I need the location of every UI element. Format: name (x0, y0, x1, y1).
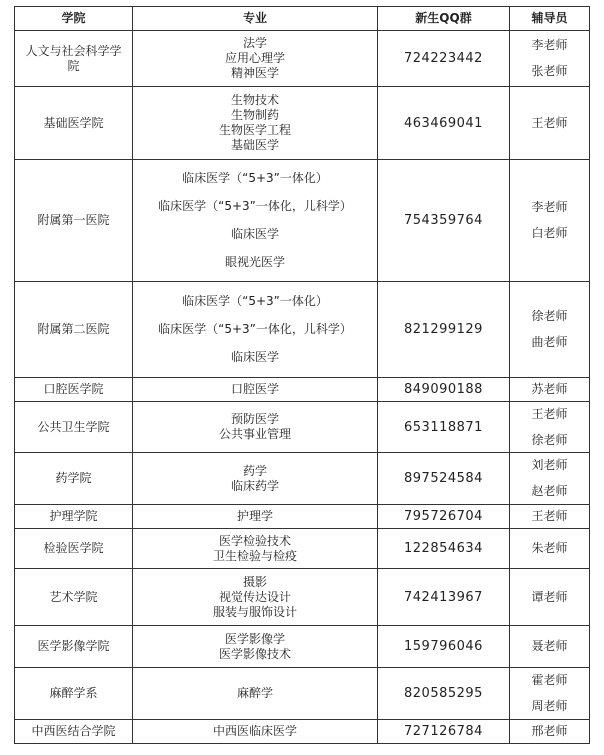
qq-number[interactable]: 724223442 (378, 31, 510, 87)
college-cell: 基础医学院 (15, 87, 133, 160)
qq-number[interactable]: 754359764 (378, 160, 510, 282)
table-row (15, 402, 590, 453)
advisor-name: 王老师 (531, 509, 568, 523)
advisor-name: 徐老师 (531, 309, 568, 323)
major-cell (133, 453, 378, 505)
table-row (15, 626, 590, 668)
major-name: 摄影 (242, 574, 267, 589)
college-cell: 艺术学院 (15, 569, 133, 626)
major-name: 药学 (242, 463, 267, 478)
major-name: 服装与服饰设计 (212, 604, 297, 619)
advisor-name: 刘老师 (531, 458, 568, 472)
advisor-name: 邢老师 (531, 724, 568, 738)
header-qq: 新生QQ群 (378, 7, 510, 31)
major-name: 应用心理学 (224, 51, 285, 65)
advisor-cell (510, 453, 590, 505)
qq-number[interactable]: 122854634 (378, 529, 510, 569)
major-name: 麻醉学 (236, 686, 273, 700)
college-cell: 附属第一医院 (15, 160, 133, 282)
major-name: 口腔医学 (230, 382, 279, 396)
advisor-name: 苏老师 (531, 382, 568, 396)
advisor-name: 张老师 (531, 64, 568, 78)
major-name: 预防医学 (230, 412, 279, 426)
major-name: 临床医学 (230, 227, 279, 241)
major-name: 卫生检验与检疫 (212, 548, 297, 563)
college-cell: 麻醉学系 (15, 668, 133, 720)
advisor-cell (510, 282, 590, 378)
table-row (15, 505, 590, 529)
table-row (15, 282, 590, 378)
advisor-cell (510, 87, 590, 160)
advisor-cell (510, 569, 590, 626)
advisor-name: 周老师 (531, 699, 568, 713)
advisor-name: 赵老师 (531, 484, 568, 498)
major-name: 基础医学 (230, 138, 279, 152)
major-name: 中西医临床医学 (212, 724, 297, 738)
major-name: 医学影像学 (224, 631, 285, 646)
major-name: 临床医学 (230, 350, 279, 364)
qq-number[interactable]: 653118871 (378, 402, 510, 453)
advisor-cell (510, 402, 590, 453)
college-cell: 药学院 (15, 453, 133, 505)
major-name: 生物技术 (230, 93, 279, 107)
major-name: 视觉传达设计 (218, 589, 291, 604)
table-row (15, 160, 590, 282)
advisor-name: 白老师 (531, 226, 568, 240)
advisor-cell (510, 626, 590, 668)
table-row (15, 720, 590, 744)
advisor-name: 霍老师 (531, 673, 568, 687)
major-cell (133, 569, 378, 626)
table-row (15, 668, 590, 720)
advisor-cell (510, 529, 590, 569)
major-name: 护理学 (236, 509, 273, 523)
major-cell (133, 160, 378, 282)
major-name: 生物制药 (230, 108, 279, 122)
major-name: 临床医学（“5+3”一体化） (182, 171, 328, 185)
table-row (15, 453, 590, 505)
major-cell (133, 87, 378, 160)
header-row (15, 7, 590, 31)
college-cell: 中西医结合学院 (15, 720, 133, 744)
major-name: 临床药学 (230, 478, 279, 493)
qq-number[interactable]: 463469041 (378, 87, 510, 160)
advisor-cell (510, 505, 590, 529)
advisor-name: 曲老师 (531, 335, 568, 349)
header-major: 专业 (133, 7, 378, 31)
college-cell: 检验医学院 (15, 529, 133, 569)
major-name: 精神医学 (230, 66, 279, 80)
advisor-cell (510, 720, 590, 744)
major-cell (133, 626, 378, 668)
header-college: 学院 (15, 7, 133, 31)
major-name: 医学检验技术 (218, 533, 291, 548)
qq-number[interactable]: 159796046 (378, 626, 510, 668)
major-name: 生物医学工程 (218, 123, 291, 137)
college-cell: 护理学院 (15, 505, 133, 529)
table-row (15, 378, 590, 402)
qq-number[interactable]: 795726704 (378, 505, 510, 529)
table-row (15, 31, 590, 87)
table-row (15, 569, 590, 626)
major-name: 临床医学（“5+3”一体化，儿科学） (158, 199, 352, 213)
table-row (15, 87, 590, 160)
advisor-cell (510, 31, 590, 87)
college-cell (15, 31, 133, 87)
advisor-name: 李老师 (531, 38, 568, 52)
major-cell (133, 378, 378, 402)
major-name: 医学影像技术 (218, 646, 291, 661)
major-name: 法学 (242, 36, 267, 50)
major-name: 公共事业管理 (218, 427, 291, 441)
major-cell (133, 529, 378, 569)
major-name: 临床医学（“5+3”一体化，儿科学） (158, 322, 352, 336)
qq-group-table (14, 6, 590, 744)
college-name: 人文与社会科学学院 (25, 43, 122, 73)
major-name: 眼视光医学 (224, 255, 285, 269)
advisor-name: 聂老师 (531, 639, 568, 653)
qq-number[interactable]: 821299129 (378, 282, 510, 378)
major-cell (133, 505, 378, 529)
advisor-cell (510, 160, 590, 282)
major-cell (133, 31, 378, 87)
college-cell: 公共卫生学院 (15, 402, 133, 453)
qq-number[interactable]: 742413967 (378, 569, 510, 626)
major-cell (133, 720, 378, 744)
advisor-name: 王老师 (531, 115, 568, 130)
college-cell: 附属第二医院 (15, 282, 133, 378)
major-name: 临床医学（“5+3”一体化） (182, 294, 328, 308)
advisor-name: 谭老师 (531, 589, 568, 604)
advisor-name: 朱老师 (531, 541, 568, 555)
qq-number[interactable]: 727126784 (378, 720, 510, 744)
qq-number[interactable]: 849090188 (378, 378, 510, 402)
advisor-name: 徐老师 (531, 432, 568, 447)
advisor-cell (510, 378, 590, 402)
table-row (15, 529, 590, 569)
advisor-name: 李老师 (531, 200, 568, 214)
advisor-name: 王老师 (531, 406, 568, 421)
major-cell (133, 668, 378, 720)
advisor-cell (510, 668, 590, 720)
major-cell (133, 402, 378, 453)
major-cell (133, 282, 378, 378)
qq-number[interactable]: 820585295 (378, 668, 510, 720)
college-cell: 口腔医学院 (15, 378, 133, 402)
qq-number[interactable]: 897524584 (378, 453, 510, 505)
college-cell: 医学影像学院 (15, 626, 133, 668)
header-advisor: 辅导员 (510, 7, 590, 31)
